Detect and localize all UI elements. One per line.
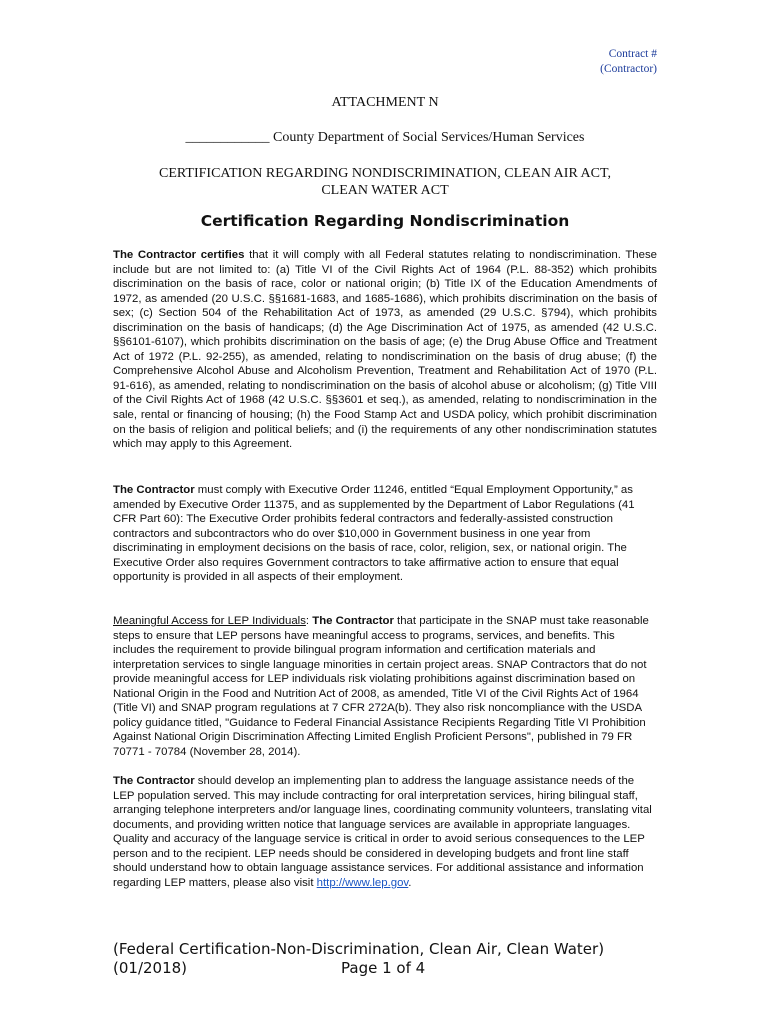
lep-gov-link[interactable]: http://www.lep.gov [316, 876, 409, 889]
paragraph-lead: The Contractor [113, 484, 195, 496]
page-number: Page 1 of 4 [341, 959, 426, 977]
paragraph-body: should develop an implementing plan to address the language assistance needs of the LEP population served. This may include contracting for oral interpretation services, hiring bilingual staff, arranging telephone interpreters and/or language lines, coordinating community volunteers, translating vital documents, and providing written notice that language services are available in appropriate languages. Quality and accuracy of the language service is critical in order to avoid serious consequences to the LEP person and to the recipient. LEP needs should be considered in developing budgets and front line staff should understand how to obtain language assistance services. For additional assistance and information regarding LEP matters, please also visit [113, 775, 652, 889]
certification-heading-line2: CLEAN WATER ACT [321, 183, 449, 198]
certification-heading [0, 165, 770, 199]
department-line: ____________ County Department of Social Services/Human Services [185, 130, 585, 145]
footer-form-title: (Federal Certification-Non-Discrimination, Clean Air, Clean Water) [113, 940, 605, 958]
paragraph-body: that it will comply with all Federal statutes relating to nondiscrimination. These include but are not limited to: (a) Title VI of the Civil Rights Act of 1964 (P.L. 88-352) which prohibits discrimination on the basis of race, color or national origin; (b) Title IX of the Education Amendments of 1972, as amended (20 U.S.C. §§1681-1683, and 1685-1686), which prohibits discrimination on the basis of sex; (c) Section 504 of the Rehabilitation Act of 1973, as amended (29 U.S.C. §794), which prohibits discrimination on the basis of handicaps; (d) the Age Discrimination Act of 1975, as amended (42 U.S.C. §§6101-6107), which prohibits discrimination on the basis of age; (e) the Drug Abuse Office and Treatment Act of 1972 (P.L. 92-255), as amended, relating to nondiscrimination on the basis of drug abuse; (f) the Comprehensive Alcohol Abuse and Alcoholism Prevention, Treatment and Rehabilitation Act of 1970 (P.L. 91-616), as amended, relating to nondiscrimination on the basis of alcohol abuse or alcoholism; (g) Title VIII of the Civil Rights Act of 1968 (42 U.S.C. §§3601 et seq.), as amended, relating to nondiscrimination in the sale, rental or financing of housing; (h) the Food Stamp Act and USDA policy, which prohibit discrimination on the basis of religion and political beliefs; and (i) the requirements of any other nondiscrimination statutes which may apply to this Agreement. [113, 249, 657, 451]
paragraph-end: . [408, 876, 412, 889]
attachment-title: ATTACHMENT N [331, 95, 439, 110]
section-title: Certification Regarding Nondiscrimination [200, 212, 570, 230]
contractor-label: (Contractor) [600, 63, 657, 75]
lep-heading-colon: : [305, 615, 313, 627]
paragraph-lead: The Contractor [113, 775, 195, 787]
paragraph-lead: The Contractor certifies [113, 249, 245, 261]
paragraph-lead: The Contractor [312, 615, 394, 627]
lep-heading: Meaningful Access for LEP Individuals [113, 615, 306, 627]
nondiscrimination-paragraph [113, 248, 657, 452]
paragraph-body: that participate in the SNAP must take reasonable steps to ensure that LEP persons have meaningful access to programs, services, and benefits. This includes the requirement to provide bilingual program information and certification materials and interpretation services to single language minorities in certain project areas. SNAP Contractors that do not provide meaningful access for LEP individuals risk violating prohibitions against discrimination based on National Origin in the Food and Nutrition Act of 2008, as amended, Title VI of the Civil Rights Act of 1964 (Title VI) and SNAP program regulations at 7 CFR 272A(b). They also risk noncompliance with the USDA policy guidance titled, "Guidance to Federal Financial Assistance Recipients Regarding Title VI Prohibition Against National Origin Discrimination Affecting Limited English Proficient Persons", published in 79 FR 70771 - 70784 (November 28, 2014). [113, 615, 649, 758]
contract-header [600, 47, 657, 77]
page-footer [113, 940, 673, 978]
footer-revision-date: (01/2018) [113, 959, 188, 977]
lep-access-paragraph [113, 614, 657, 759]
executive-order-paragraph [113, 483, 657, 585]
contract-number-label: Contract # [608, 48, 657, 60]
certification-heading-line1: CERTIFICATION REGARDING NONDISCRIMINATION, CLEAN AIR ACT, [159, 166, 611, 181]
implementing-plan-paragraph [113, 774, 657, 890]
paragraph-body: must comply with Executive Order 11246, entitled “Equal Employment Opportunity,” as amended by Executive Order 11375, and as supplemented by the Department of Labor Regulations (41 CFR Part 60): The Executive Order prohibits federal contractors and federally-assisted construction contractors and subcontractors who do over $10,000 in Government business in one year from discriminating in employment decisions on the basis of race, color, religion, sex, or national origin. The Executive Order also requires Government contractors to take affirmative action to ensure that equal opportunity is provided in all aspects of their employment. [113, 484, 635, 584]
